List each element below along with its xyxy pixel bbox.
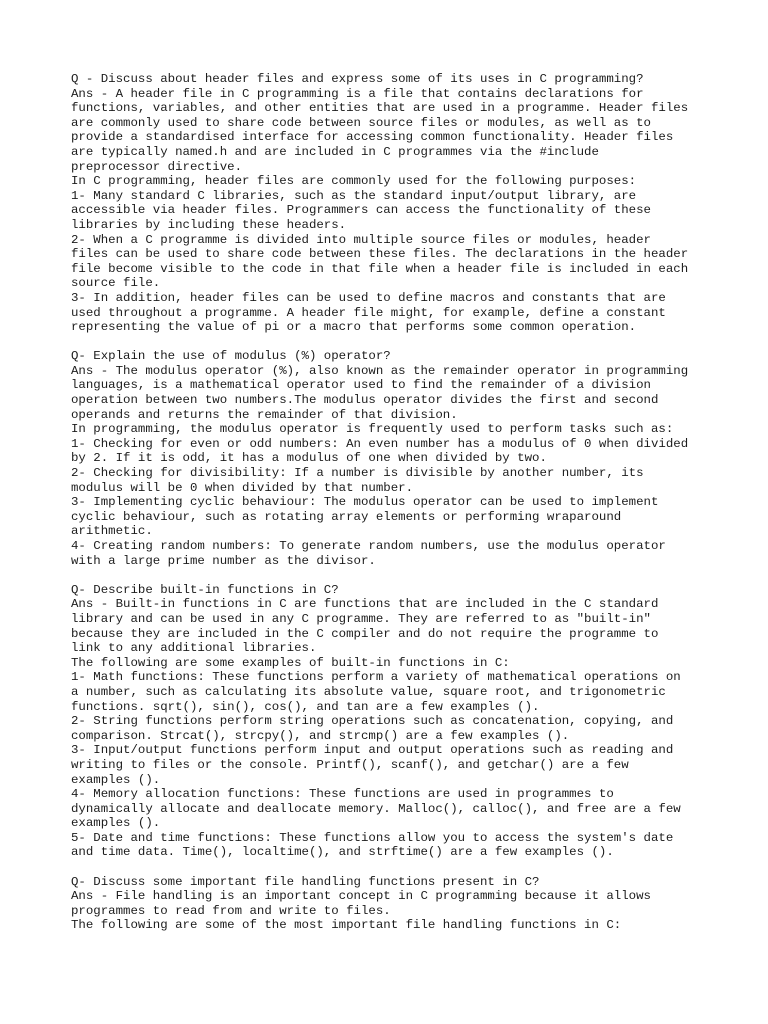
text-line: because they are included in the C compiler and do not require the programme to xyxy=(71,626,659,641)
text-line: used throughout a programme. A header file might, for example, define a constant xyxy=(71,305,666,320)
text-line: provide a standardised interface for accessing common functionality. Header files xyxy=(71,130,674,145)
text-line: Q- Describe built-in functions in C? xyxy=(71,582,339,597)
text-line: dynamically allocate and deallocate memory. Malloc(), calloc(), and free are a few xyxy=(71,801,681,816)
text-line: examples (). xyxy=(71,772,161,787)
text-line: 2- String functions perform string operations such as concatenation, copying, and xyxy=(71,714,674,729)
text-line: programmes to read from and write to files. xyxy=(71,903,391,918)
text-line: 3- Implementing cyclic behaviour: The modulus operator can be used to implement xyxy=(71,495,659,510)
text-line: Q- Discuss some important file handling functions present in C? xyxy=(71,874,540,889)
text-line: Ans - The modulus operator (%), also known as the remainder operator in programming xyxy=(71,363,689,378)
text-line: examples (). xyxy=(71,816,161,831)
text-line: Q - Discuss about header files and express some of its uses in C programming? xyxy=(71,72,644,86)
text-line: representing the value of pi or a macro that performs some common operation. xyxy=(71,320,637,335)
document-page xyxy=(71,72,761,933)
text-line: operands and returns the remainder of that division. xyxy=(71,407,458,422)
text-line: 4- Memory allocation functions: These functions are used in programmes to xyxy=(71,787,614,802)
text-line: 3- In addition, header files can be used to define macros and constants that are xyxy=(71,290,666,305)
text-line: 3- Input/output functions perform input and output operations such as reading and xyxy=(71,743,674,758)
text-line: files can be used to share code between these files. The declarations in the header xyxy=(71,247,689,262)
text-line: In C programming, header files are commonly used for the following purposes: xyxy=(71,174,637,189)
text-line: comparison. Strcat(), strcpy(), and strcmp() are a few examples (). xyxy=(71,728,570,743)
text-line: accessible via header files. Programmers can access the functionality of these xyxy=(71,203,651,218)
text-line: writing to files or the console. Printf(), scanf(), and getchar() are a few xyxy=(71,757,629,772)
text-line: with a large prime number as the divisor. xyxy=(71,553,376,568)
blank-line xyxy=(71,568,761,583)
text-line: operation between two numbers.The modulus operator divides the first and second xyxy=(71,393,659,408)
text-line: cyclic behaviour, such as rotating array elements or performing wraparound xyxy=(71,509,622,524)
text-line: Ans - Built-in functions in C are functions that are included in the C standard xyxy=(71,597,659,612)
text-line: are commonly used to share code between source files or modules, as well as to xyxy=(71,115,651,130)
text-line: file become visible to the code in that file when a header file is included in each xyxy=(71,261,689,276)
text-line: In programming, the modulus operator is frequently used to perform tasks such as: xyxy=(71,422,674,437)
text-line: 4- Creating random numbers: To generate random numbers, use the modulus operator xyxy=(71,539,666,553)
text-line: libraries by including these headers. xyxy=(71,217,347,232)
text-line: and time data. Time(), localtime(), and strftime() are a few examples (). xyxy=(71,845,614,860)
text-line: source file. xyxy=(71,276,161,291)
text-line: library and can be used in any C programme. They are referred to as "built-in" xyxy=(71,611,651,626)
text-line: The following are some of the most important file handling functions in C: xyxy=(71,918,622,933)
text-line: Ans - File handling is an important concept in C programming because it allows xyxy=(71,889,651,904)
text-line: The following are some examples of built-in functions in C: xyxy=(71,655,510,670)
text-line: functions, variables, and other entities that are used in a programme. Header files xyxy=(71,101,689,116)
text-line: Q- Explain the use of modulus (%) operator? xyxy=(71,349,391,364)
text-line: by 2. If it is odd, it has a modulus of one when divided by two. xyxy=(71,451,547,466)
blank-line xyxy=(71,335,761,350)
text-line: Ans - A header file in C programming is a file that contains declarations for xyxy=(71,86,644,101)
text-line: link to any additional libraries. xyxy=(71,641,317,656)
text-line: arithmetic. xyxy=(71,524,153,539)
text-line: 2- When a C programme is divided into multiple source files or modules, header xyxy=(71,232,651,247)
text-line: 2- Checking for divisibility: If a number is divisible by another number, its xyxy=(71,466,644,481)
text-line: functions. sqrt(), sin(), cos(), and tan are a few examples (). xyxy=(71,699,540,714)
blank-line xyxy=(71,860,761,875)
text-line: 5- Date and time functions: These functions allow you to access the system's date xyxy=(71,830,674,845)
text-line: 1- Checking for even or odd numbers: An even number has a modulus of 0 when divided xyxy=(71,436,689,451)
text-line: 1- Many standard C libraries, such as the standard input/output library, are xyxy=(71,188,637,203)
text-line: modulus will be 0 when divided by that number. xyxy=(71,480,414,495)
text-line: preprocessor directive. xyxy=(71,159,243,174)
text-line: a number, such as calculating its absolute value, square root, and trigonometric xyxy=(71,684,666,699)
text-line: are typically named.h and are included in C programmes via the #include xyxy=(71,144,599,159)
text-line: 1- Math functions: These functions perform a variety of mathematical operations on xyxy=(71,670,681,685)
text-line: languages, is a mathematical operator used to find the remainder of a division xyxy=(71,378,651,393)
